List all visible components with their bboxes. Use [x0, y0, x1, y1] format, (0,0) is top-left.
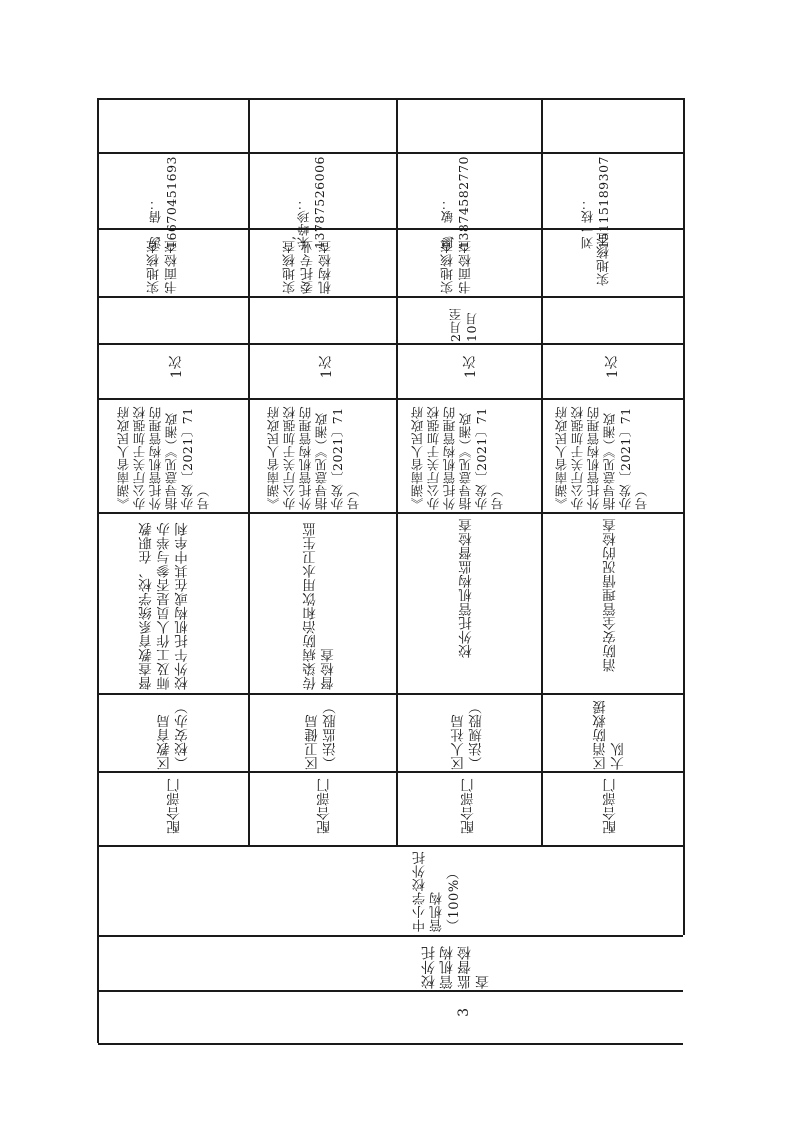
table-rule	[97, 98, 99, 1043]
department: 区人社局（法规股）	[451, 700, 485, 770]
project-cell	[420, 945, 500, 989]
table-rule	[98, 1043, 683, 1045]
frequency: 1次	[605, 355, 621, 379]
frequency-cell	[462, 355, 486, 395]
inspection-content: 传染病防治和饮用水卫生监督检查	[303, 522, 337, 690]
basis-cell	[266, 402, 394, 510]
department: 区卫健局（法监股）	[305, 700, 339, 770]
table-rule	[98, 771, 683, 773]
table-rule	[98, 512, 683, 514]
legal-basis: 《湖南省人民政府办公厅关于加强校外托管机构管理的指导意见》（湘政办发〔2021〕71号）	[116, 406, 211, 510]
table-rule	[98, 398, 683, 400]
inspection-content: 督查教育系统学校、在职教师及工作人员是否参与举办校外午托机构或在其中牟利	[139, 522, 191, 690]
frequency: 1次	[463, 355, 479, 379]
role-cell	[460, 778, 490, 842]
contact-cell	[580, 156, 640, 249]
basis-cell	[554, 402, 680, 510]
table-rule	[541, 98, 543, 845]
role-label: 配合部门	[317, 778, 333, 834]
period-cell	[448, 298, 488, 342]
contact-cell	[440, 156, 500, 249]
inspection-target: 中小学校外托管机构（100%）	[413, 851, 462, 932]
department: 区教育局（校安办）	[157, 700, 191, 770]
dept-cell	[450, 700, 492, 770]
table-rule	[98, 845, 683, 847]
frequency: 1次	[169, 355, 185, 379]
basis-cell	[410, 402, 538, 510]
contact: 汤 倩：16670451693	[148, 156, 179, 249]
contact: 刘一枝：15115189307	[580, 156, 611, 249]
project-name: 校外托管机构监督检查	[421, 945, 491, 989]
target-cell	[412, 850, 472, 932]
role-label: 配合部门	[167, 778, 183, 834]
dept-cell	[592, 700, 634, 770]
contact-cell	[148, 156, 204, 249]
table-rule	[683, 98, 685, 935]
frequency-cell	[168, 355, 192, 395]
table-rule	[396, 98, 398, 845]
inspection-method: 实地核查,书面检查	[441, 235, 474, 294]
department: 区消防救援大队	[593, 700, 627, 770]
content-cell	[138, 518, 218, 690]
legal-basis: 《湖南省人民政府办公厅关于加强校外托管机构管理的指导意见》（湘政办发〔2021〕71号）	[554, 406, 649, 510]
table-rule	[98, 935, 683, 937]
frequency-cell	[318, 355, 342, 395]
frequency-cell	[604, 355, 628, 395]
legal-basis: 《湖南省人民政府办公厅关于加强校外托管机构管理的指导意见》（湘政办发〔2021〕71号）	[410, 406, 505, 510]
inspection-method: 实地核查	[597, 232, 612, 286]
table-rule	[98, 152, 683, 154]
role-label: 配合部门	[461, 778, 477, 834]
content-cell	[602, 518, 632, 690]
contact-cell	[296, 156, 352, 249]
legal-basis: 《湖南省人民政府办公厅关于加强校外托管机构管理的指导意见》（湘政办发〔2021〕71号）	[266, 406, 361, 510]
inspection-method: 实地核查,书面检查	[147, 235, 180, 294]
role-label: 配合部门	[603, 778, 619, 834]
basis-cell	[116, 402, 246, 510]
inspection-content: 消防安全管理情况的检查	[603, 518, 619, 672]
dept-cell	[304, 700, 346, 770]
table-rule	[248, 98, 250, 845]
contact: 朱峥珍：13787526006	[296, 156, 327, 249]
inspection-method: 实地核查,委托专业机构检查	[283, 235, 334, 294]
role-cell	[602, 778, 632, 842]
content-cell	[302, 518, 348, 690]
dept-cell	[156, 700, 198, 770]
role-cell	[316, 778, 346, 842]
table-rule	[98, 693, 683, 695]
frequency: 1次	[319, 355, 335, 379]
page-number: 3	[456, 1008, 472, 1017]
table-rule	[98, 296, 683, 298]
contact: 廖 敏：13874582770	[440, 156, 471, 249]
table-rule	[98, 343, 683, 345]
content-cell	[458, 518, 488, 690]
role-cell	[166, 778, 196, 842]
table-rule	[98, 98, 683, 100]
inspection-period: 2月至10月	[448, 307, 479, 342]
inspection-content: 校外托管机构监督检查	[459, 518, 475, 658]
table-rule	[98, 990, 683, 992]
